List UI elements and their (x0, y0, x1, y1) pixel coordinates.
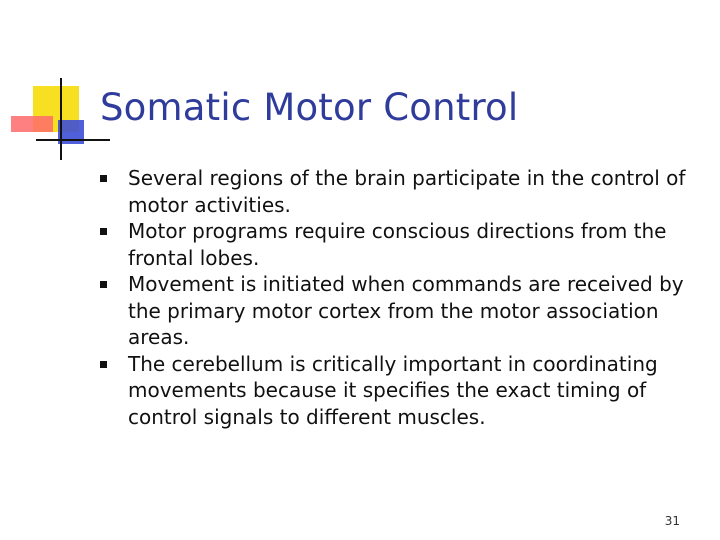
bullet-text: The cerebellum is critically important in coordinating movements because it specifies the exact timing of control signals to different muscles. (128, 351, 658, 429)
bullet-square-icon (100, 228, 107, 235)
bullet-list (100, 165, 690, 430)
slide-title: Somatic Motor Control (100, 86, 519, 129)
bullet-text: Several regions of the brain participate in the control of motor activities. (128, 166, 686, 217)
logo-vertical-line (60, 78, 62, 160)
logo-red-bar (11, 116, 53, 132)
bullet-item (100, 271, 690, 351)
page-number: 31 (664, 514, 680, 528)
bullet-item (100, 351, 690, 431)
slide-decoration-logo (0, 0, 110, 170)
bullet-square-icon (100, 281, 107, 288)
logo-horizontal-line (36, 139, 110, 141)
bullet-item (100, 165, 690, 218)
bullet-text: Motor programs require conscious directions from the frontal lobes. (128, 219, 667, 270)
bullet-square-icon (100, 175, 107, 182)
bullet-square-icon (100, 361, 107, 368)
bullet-item (100, 218, 690, 271)
bullet-text: Movement is initiated when commands are received by the primary motor cortex from the motor association areas. (128, 272, 684, 349)
